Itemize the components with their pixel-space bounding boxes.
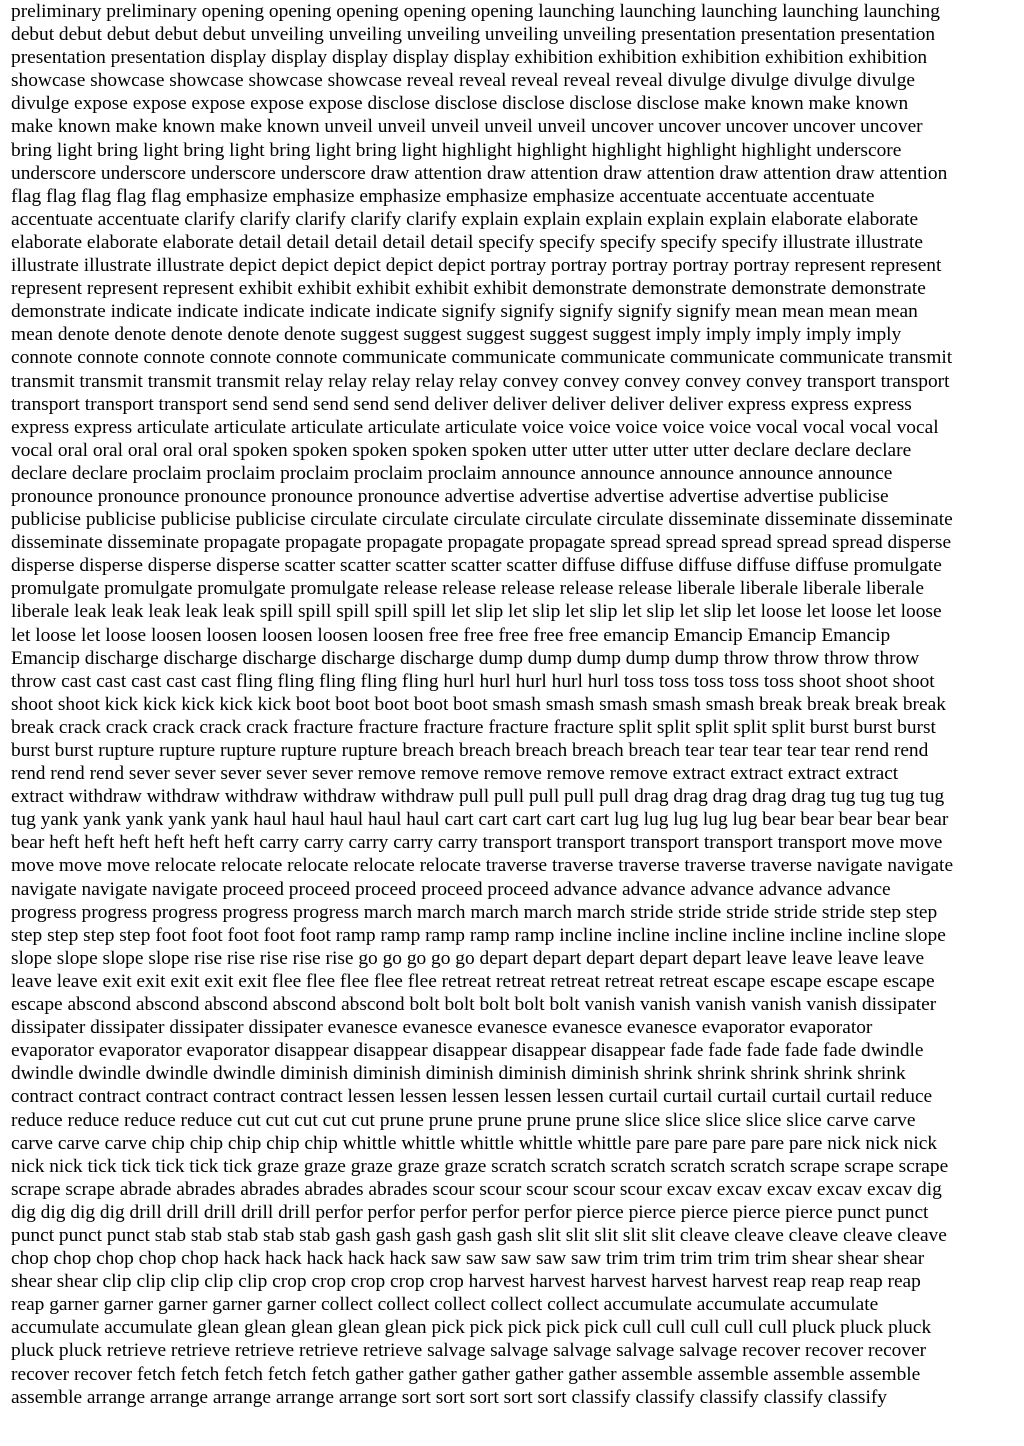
text-line: navigate navigate navigate proceed proceed proceed proceed proceed advance advance advance advance advance xyxy=(11,878,891,900)
text-line: represent represent represent exhibit exhibit exhibit exhibit exhibit demonstrate demonstrate demonstrate demonstrate xyxy=(11,278,926,300)
text-line: dig dig dig dig drill drill drill drill drill perfor perfor perfor perfor perfor pierce pierce pierce pierce pierce punct punct xyxy=(11,1201,929,1223)
text-line: burst burst rupture rupture rupture rupture rupture breach breach breach breach breach tear tear tear tear tear rend rend xyxy=(11,740,929,761)
text-line: contract contract contract contract contract lessen lessen lessen lessen lessen curtail curtail curtail curtail curtail reduce xyxy=(11,1086,933,1108)
text-line: dissipater dissipater dissipater dissipater evanesce evanesce evanesce evanesce evanesce evaporator evaporator xyxy=(11,1017,873,1039)
text-line: Emancip discharge discharge discharge discharge discharge dump dump dump dump dump throw throw throw throw xyxy=(11,647,920,669)
text-line: promulgate promulgate promulgate promulgate release release release release release liberale liberale liberale liberale xyxy=(11,578,925,600)
text-line: scrape scrape abrade abrades abrades abrades abrades scour scour scour scour scour excav excav excav excav excav dig xyxy=(11,1178,942,1200)
text-line: extract withdraw withdraw withdraw withdraw withdraw pull pull pull pull pull drag drag drag drag drag tug tug tug tug xyxy=(11,786,945,808)
text-line: step step step step foot foot foot foot foot ramp ramp ramp ramp ramp incline incline incline incline incline incline slope xyxy=(11,924,946,946)
text-line: move move move relocate relocate relocate relocate relocate traverse traverse traverse traverse traverse navigate navigate xyxy=(11,855,954,877)
text-line: mean denote denote denote denote denote suggest suggest suggest suggest suggest imply imply imply imply imply xyxy=(11,324,902,346)
text-line: punct punct punct stab stab stab stab stab gash gash gash gash gash slit slit slit slit slit cleave cleave cleave cleave cleave xyxy=(11,1224,947,1246)
text-line: chop chop chop chop chop hack hack hack hack hack saw saw saw saw saw trim trim trim trim trim shear shear shear xyxy=(11,1248,925,1270)
text-line: disseminate disseminate propagate propagate propagate propagate propagate spread spread spread spread spread disperse xyxy=(11,532,952,554)
text-line: tug yank yank yank yank yank haul haul haul haul haul cart cart cart cart cart lug lug lug lug lug bear bear bear bear bear xyxy=(11,809,949,831)
text-line: pluck pluck retrieve retrieve retrieve retrieve retrieve salvage salvage salvage salvage salvage recover recover recover xyxy=(11,1340,927,1362)
text-line: underscore underscore underscore underscore draw attention draw attention draw attention draw attention draw attention xyxy=(11,162,948,184)
text-line: throw cast cast cast cast cast fling fling fling fling fling hurl hurl hurl hurl hurl toss toss toss toss toss shoot shoot shoot xyxy=(11,670,935,692)
text-line: recover recover fetch fetch fetch fetch fetch gather gather gather gather gather assemble assemble assemble assemble xyxy=(11,1363,921,1385)
text-line: reap garner garner garner garner garner collect collect collect collect collect accumulate accumulate accumulate xyxy=(11,1294,879,1316)
text-line: flag flag flag flag flag emphasize emphasize emphasize emphasize emphasize accentuate accentuate accentuate xyxy=(11,185,875,207)
text-line: debut debut debut debut debut unveiling unveiling unveiling unveiling unveiling presentation presentation presentation xyxy=(11,24,936,46)
text-line: disperse disperse disperse disperse scatter scatter scatter scatter scatter diffuse diffuse diffuse diffuse diffuse promulgate xyxy=(11,555,942,577)
text-line: dwindle dwindle dwindle dwindle diminish diminish diminish diminish diminish shrink shrink shrink shrink shrink xyxy=(11,1063,906,1085)
text-line: progress progress progress progress progress march march march march march stride stride stride stride stride step step xyxy=(11,901,938,923)
text-line: evaporator evaporator evaporator disappear disappear disappear disappear disappear fade fade fade fade fade dwindle xyxy=(11,1040,924,1062)
text-line: shear shear clip clip clip clip clip crop crop crop crop crop harvest harvest harvest harvest harvest reap reap reap reap xyxy=(11,1271,921,1293)
text-line: divulge expose expose expose expose expose disclose disclose disclose disclose disclose make known make known xyxy=(11,93,909,115)
text-line: make known make known make known unveil unveil unveil unveil unveil uncover uncover uncover uncover uncover xyxy=(11,116,923,138)
text-line: carve carve carve chip chip chip chip chip whittle whittle whittle whittle whittle pare pare pare pare pare nick nick nick xyxy=(11,1132,938,1154)
text-line: assemble arrange arrange arrange arrange arrange sort sort sort sort sort classify classify classify classify classify xyxy=(11,1386,888,1408)
text-line: preliminary preliminary opening opening opening opening opening launching launching launching launching launching xyxy=(11,1,940,22)
text-line: showcase showcase showcase showcase showcase reveal reveal reveal reveal reveal divulge divulge divulge divulge xyxy=(11,70,915,92)
text-line: let loose let loose loosen loosen loosen loosen loosen free free free free free emancip Emancip Emancip Emancip xyxy=(11,624,891,646)
text-line: demonstrate indicate indicate indicate indicate indicate signify signify signify signify signify mean mean mean mean xyxy=(11,301,918,323)
text-line: publicise publicise publicise publicise circulate circulate circulate circulate circulate disseminate disseminate disseminate xyxy=(11,509,953,531)
text-line: rend rend rend sever sever sever sever sever remove remove remove remove remove extract extract extract extract xyxy=(11,763,899,785)
text-line: accentuate accentuate clarify clarify clarify clarify clarify explain explain explain explain explain elaborate elaborate xyxy=(11,208,919,230)
text-line: slope slope slope slope rise rise rise rise rise go go go go go depart depart depart depart depart leave leave leave leave xyxy=(11,947,925,969)
text-line: express express articulate articulate articulate articulate articulate voice voice voice voice voice vocal vocal vocal vocal xyxy=(11,416,939,438)
text-line: transport transport transport send send send send send deliver deliver deliver deliver deliver express express express xyxy=(11,393,912,415)
text-line: accumulate accumulate glean glean glean glean glean pick pick pick pick pick cull cull cull cull cull pluck pluck pluck xyxy=(11,1317,932,1339)
body-text xyxy=(11,0,1018,1409)
text-line: break crack crack crack crack crack fracture fracture fracture fracture fracture split split split split split burst burst burst xyxy=(11,716,936,738)
text-line: declare declare proclaim proclaim proclaim proclaim proclaim announce announce announce announce announce xyxy=(11,462,893,484)
text-line: illustrate illustrate illustrate depict depict depict depict depict portray portray portray portray portray represent represent xyxy=(11,255,942,277)
text-line: liberale leak leak leak leak leak spill spill spill spill spill let slip let slip let slip let slip let slip let loose let loose let loose xyxy=(11,601,942,623)
text-line: leave leave exit exit exit exit exit flee flee flee flee flee retreat retreat retreat retreat retreat escape escape escape escape xyxy=(11,970,935,992)
text-line: bear heft heft heft heft heft heft carry carry carry carry carry transport transport transport transport transport move move xyxy=(11,832,943,854)
text-line: vocal oral oral oral oral oral spoken spoken spoken spoken spoken utter utter utter utter utter declare declare declare xyxy=(11,439,912,461)
text-line: nick nick tick tick tick tick tick graze graze graze graze graze scratch scratch scratch scratch scratch scrape scrape scrape xyxy=(11,1155,949,1177)
text-line: reduce reduce reduce reduce cut cut cut cut cut prune prune prune prune prune slice slice slice slice slice carve carve xyxy=(11,1109,916,1131)
text-line: shoot shoot kick kick kick kick kick boot boot boot boot boot smash smash smash smash smash break break break break xyxy=(11,693,946,715)
text-line: pronounce pronounce pronounce pronounce pronounce advertise advertise advertise advertise advertise publicise xyxy=(11,485,889,507)
text-line: transmit transmit transmit transmit relay relay relay relay relay convey convey convey convey convey transport transport xyxy=(11,370,950,392)
text-line: escape abscond abscond abscond abscond abscond bolt bolt bolt bolt bolt vanish vanish vanish vanish vanish dissipater xyxy=(11,994,937,1016)
text-line: presentation presentation display display display display display exhibition exhibition exhibition exhibition exhibition xyxy=(11,47,928,69)
text-line: bring light bring light bring light bring light bring light highlight highlight highlight highlight highlight underscore xyxy=(11,139,902,161)
text-line: elaborate elaborate elaborate detail detail detail detail detail specify specify specify specify specify illustrate illustrate xyxy=(11,231,924,253)
text-line: connote connote connote connote connote communicate communicate communicate communicate communicate transmit xyxy=(11,347,953,369)
